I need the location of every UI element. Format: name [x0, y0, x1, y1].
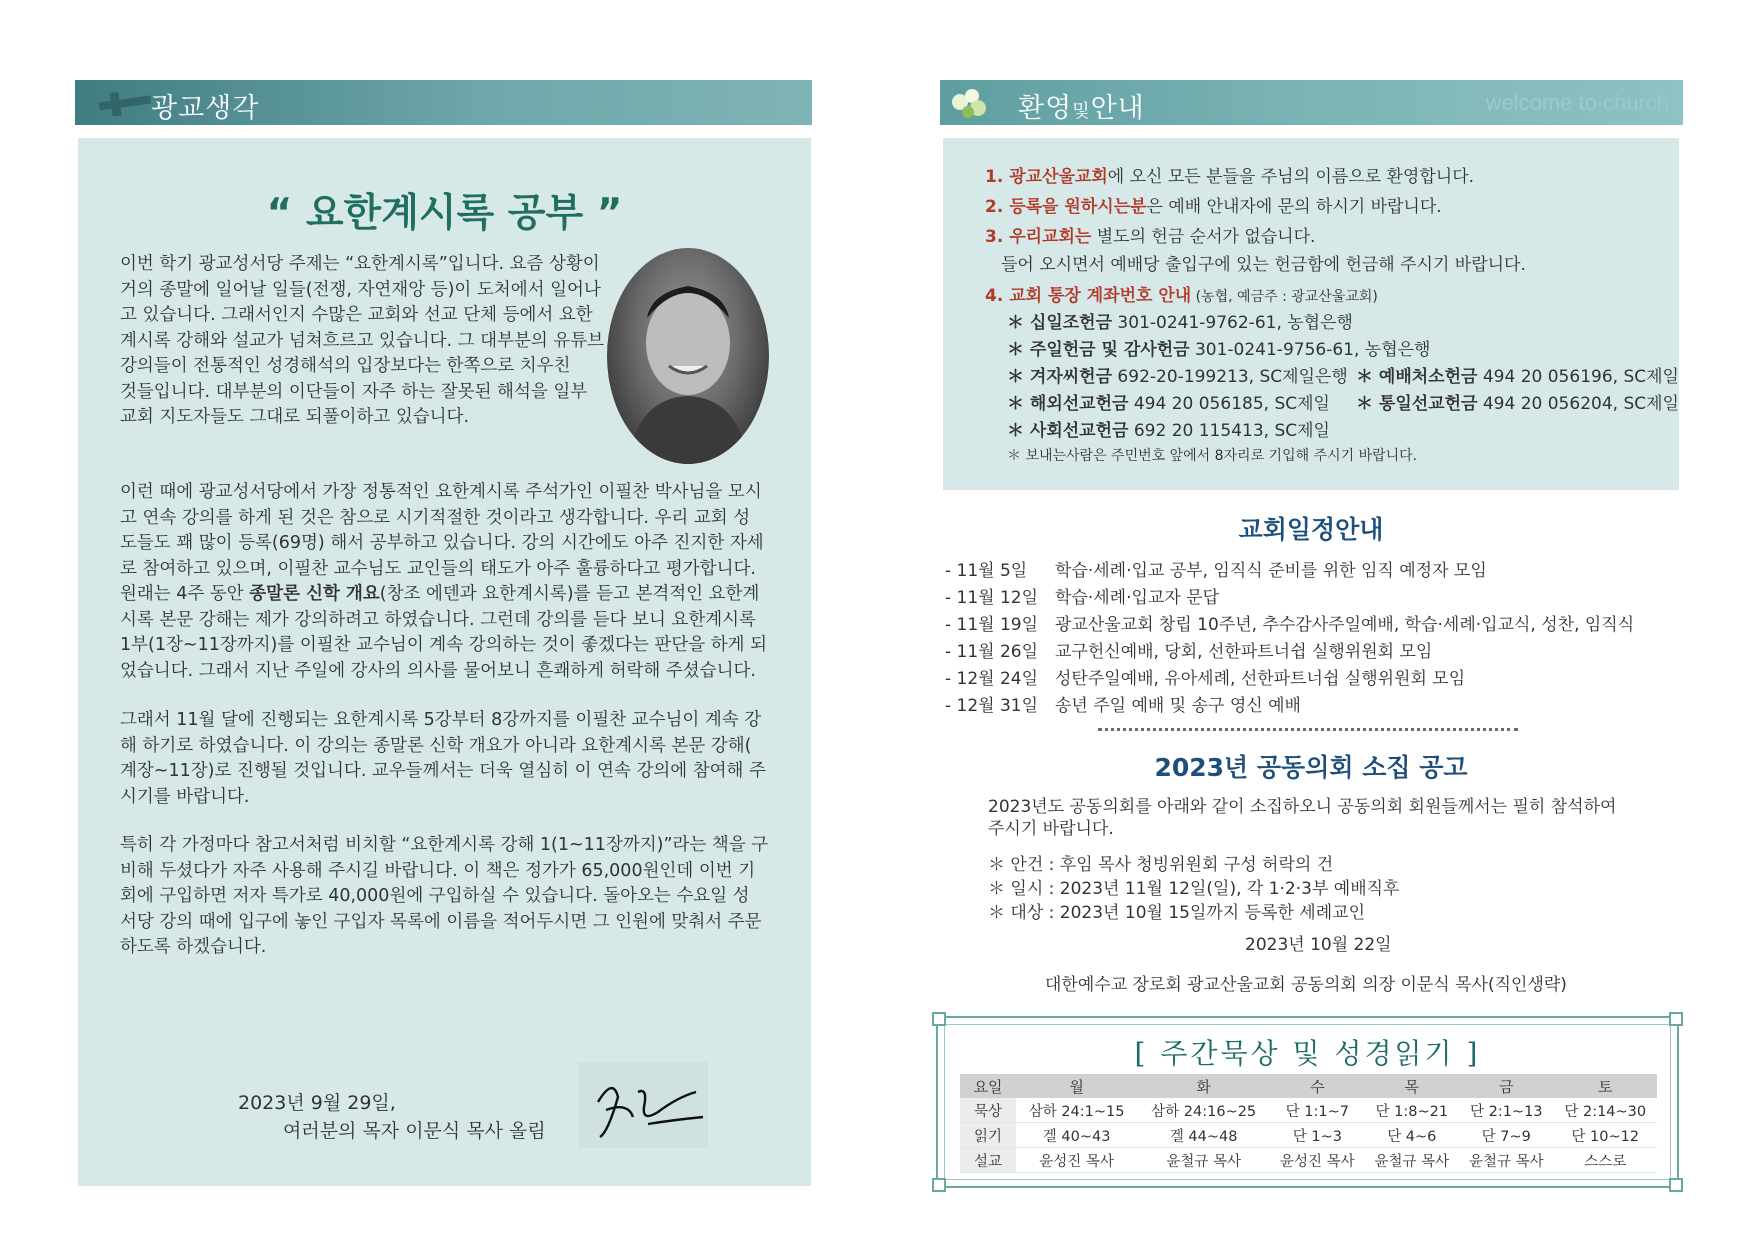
column-title: “ 요한계시록 공부 ” [266, 191, 623, 236]
info-item-1: 1. 광교산울교회에 오신 모든 분들을 주님의 이름으로 환영합니다. [985, 167, 1475, 187]
account-worship-place: ＊ 예배처소헌금 494 20 056196, SC제일 [1356, 367, 1679, 387]
left-banner-title: 광교생각 [151, 93, 260, 124]
bold-course-name: 종말론 신학 개요 [249, 584, 380, 604]
paragraph-4: 특히 각 가정마다 참고서처럼 비치할 “요한계시록 강해 1(1~11장까지)”라는 책을 구 비해 두셨다가 자주 사용해 주시길 바랍니다. 이 책은 정가가 65,000원인데 이번 기 회에 구입하면 저자 특가로 40,000원에 구입하실 수 있습니다. 돌아오는 수요일 성 서당 강의 때에 입구에 놓인 구입자 목록에 이름을 적어두시면 그 인원에 맞춰서 주문 하도록 하겠습니다. [120, 835, 769, 957]
assembly-signature: 대한예수교 장로회 광교산울교회 공동의회 의장 이문식 목사(직인생략) [1045, 975, 1567, 995]
pastor-portrait [607, 248, 769, 464]
paragraph-3: 그래서 11월 달에 진행되는 요한계시록 5강부터 8강까지를 이필찬 교수님이 계속 강 해 하기로 하였습니다. 이 강의는 종말론 신학 개요가 아니라 요한계시록 본문 강해( 계장~11장)로 진행될 것입니다. 교우들께서는 더욱 열심히 이 연속 강의에 참여해 주 시기를 바랍니다. [120, 710, 766, 807]
cross-icon [95, 90, 155, 116]
schedule-title: 교회일정안내 [1238, 515, 1384, 544]
paragraph-1: 이번 학기 광교성서당 주제는 “요한계시록”입니다. 요즘 상황이 거의 종말에 일어날 일들(전쟁, 자연재앙 등)이 도처에서 일어나 고 있습니다. 그래서인지 수많은 교회와 선교 단체 등에서 요한 계시록 강해와 설교가 넘쳐흐르고 있습니다. 그 대부분의 유튜브 강의들이 전통적인 성경해석의 입장보다는 한쪽으로 치우친 것들입니다. 대부분의 이단들이 자주 하는 잘못된 해석을 일부 교회 지도자들도 그대로 되풀이하고 있습니다. [120, 254, 605, 427]
info-item-3-line2: 들어 오시면서 예배당 출입구에 있는 헌금함에 헌금해 주시기 바랍니다. [1001, 255, 1526, 275]
assembly-title: 2023년 공동의회 소집 공고 [1154, 753, 1468, 782]
table-row: 묵상 삼하 24:1~15 삼하 24:16~25 단 1:1~7 단 1:8~21 단 2:1~13 단 2:14~30 [960, 1098, 1657, 1123]
info-item-4: 4. 교회 통장 계좌번호 안내 (농협, 예금주 : 광교산울교회) [985, 286, 1378, 306]
schedule-row: - 12월 24일 성탄주일예배, 유아세례, 선한파트너쉽 실행위원회 모임 [945, 669, 1466, 689]
column-signoff: 여러분의 목자 이문식 목사 올림 [283, 1120, 546, 1142]
account-sunday: ＊ 주일헌금 및 감사헌금 301-0241-9756-61, 농협은행 [1007, 340, 1431, 360]
signature-icon [578, 1062, 708, 1148]
column-date: 2023년 9월 29일, [238, 1092, 396, 1114]
schedule-row: - 11월 19일 광교산울교회 창립 10주년, 추수감사주일예배, 학습·세례·입교식, 성찬, 임직식 [945, 615, 1635, 635]
account-unification-mission: ＊ 통일선교헌금 494 20 056204, SC제일 [1356, 394, 1679, 414]
frame-corner [1669, 1178, 1683, 1192]
account-note: ＊ 보내는사람은 주민번호 앞에서 8자리로 기입해 주시기 바랍니다. [1007, 448, 1418, 464]
left-section-banner [75, 80, 812, 125]
weekly-reading-table [960, 1074, 1657, 1173]
flower-icon [946, 84, 996, 122]
assembly-item: ＊ 일시 : 2023년 11월 12일(일), 각 1·2·3부 예배직후 [988, 879, 1400, 899]
weekly-reading-frame [936, 1016, 1679, 1188]
schedule-row: - 11월 5일 학습·세례·입교 공부, 임직식 준비를 위한 임직 예정자 모임 [945, 561, 1487, 581]
assembly-item: ＊ 안건 : 후임 목사 청빙위원회 구성 허락의 건 [988, 855, 1334, 875]
schedule-row: - 11월 12일 학습·세례·입교자 문답 [945, 588, 1220, 608]
assembly-intro: 2023년도 공동의회를 아래와 같이 소집하오니 공동의회 회원들께서는 필히 참석하여 [988, 797, 1617, 817]
schedule-row: - 11월 26일 교구헌신예배, 당회, 선한파트너쉽 실행위원회 모임 [945, 642, 1433, 662]
account-tithe: ＊ 십일조헌금 301-0241-9762-61, 농협은행 [1007, 313, 1353, 333]
right-section-banner [940, 80, 1683, 125]
info-item-3: 3. 우리교회는 별도의 헌금 순서가 없습니다. [985, 227, 1316, 247]
table-row: 읽기 겔 40~43 겔 44~48 단 1~3 단 4~6 단 7~9 단 10~12 [960, 1123, 1657, 1148]
signature-image [578, 1062, 708, 1148]
column-box [78, 138, 811, 1186]
account-social-mission: ＊ 사회선교헌금 692 20 115413, SC제일 [1007, 421, 1330, 441]
frame-corner [932, 1012, 946, 1026]
weekly-reading-title: [ 주간묵상 및 성경읽기 ] [1134, 1037, 1481, 1070]
right-banner-title: 환영및안내 [1018, 93, 1145, 124]
account-mustard: ＊ 겨자씨헌금 692-20-199213, SC제일은행 [1007, 367, 1348, 387]
info-item-2: 2. 등록을 원하시는분은 예배 안내자에 문의 하시기 바랍니다. [985, 197, 1442, 217]
table-row: 설교 윤성진 목사 윤철규 목사 윤성진 목사 윤철규 목사 윤철규 목사 스스로 [960, 1148, 1657, 1173]
dotted-divider [1098, 728, 1518, 731]
table-header-row: 요일 월 화 수 목 금 토 [960, 1074, 1657, 1098]
assembly-date: 2023년 10월 22일 [1245, 935, 1392, 955]
welcome-english-text: welcome to church [1485, 90, 1669, 115]
schedule-row: - 12월 31일 송년 주일 예배 및 송구 영신 예배 [945, 696, 1301, 716]
portrait-image [607, 248, 769, 464]
frame-corner [932, 1178, 946, 1192]
assembly-item: ＊ 대상 : 2023년 10월 15일까지 등록한 세례교인 [988, 903, 1365, 923]
paragraph-2: 이런 때에 광교성서당에서 가장 정통적인 요한계시록 주석가인 이필찬 박사님을 모시 고 연속 강의를 하게 된 것은 참으로 시기적절한 것이라고 생각합니다. 우리 교회 성 도들도 꽤 많이 등록(69명) 해서 공부하고 있습니다. 강의 시간에도 아주 진지한 자세 로 참여하고 있으며, 이필찬 교수님도 교인들의 태도가 아주 훌륭하다고 평가합니다. 원래는 4주 동안 종말론 신학 개요(창조 에덴과 요한계시록)를 듣고 본격적인 요한계 시록 본문 강해는 제가 강의하려고 하였습니다. 그런데 강의를 듣다 보니 요한계시록 1부(1장~11장까지)를 이필찬 교수님이 계속 강의하는 것이 좋겠다는 판단을 하게 되 었습니다. 그래서 지난 주일에 강사의 의사를 물어보니 흔쾌하게 허락해 주셨습니다. [120, 482, 767, 681]
welcome-info-box [943, 138, 1679, 490]
assembly-intro-2: 주시기 바랍니다. [988, 819, 1114, 839]
frame-corner [1669, 1012, 1683, 1026]
account-overseas-mission: ＊ 해외선교헌금 494 20 056185, SC제일 [1007, 394, 1330, 414]
